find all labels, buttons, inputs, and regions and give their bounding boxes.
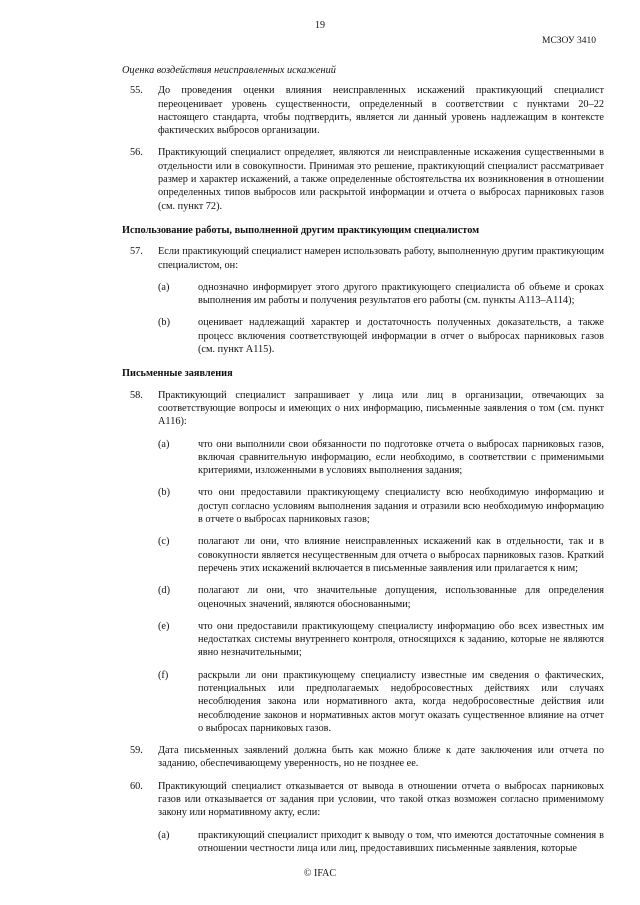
list-item-label: (a) — [158, 829, 170, 841]
paragraph-text: Дата письменных заявлений должна быть как можно ближе к дате заключения или отчета по заданию, обеспечивающему уверенность, но не позднее ее. — [158, 745, 604, 770]
list-item-label: (b) — [158, 487, 171, 499]
list-item-label: (b) — [158, 317, 171, 329]
paragraph-text: До проведения оценки влияния неисправленных искажений практикующий специалист переоценивает уровень существенности, определенный в соответствии с пунктами 20–22 настоящего стандарта, чтобы подтвердить, является ли данный уровень надлежащим в контексте фактических выбросов организации. — [158, 85, 604, 137]
list-item — [122, 584, 604, 611]
paragraph-number: 58. — [130, 389, 143, 401]
paragraph-number: 57. — [130, 246, 143, 258]
list-item — [122, 281, 604, 308]
section-heading: Использование работы, выполненной другим практикующим специалистом — [122, 224, 480, 236]
document-code: МСЗОУ 3410 — [542, 36, 596, 46]
list-item-label: (d) — [158, 585, 171, 597]
list-item-label: (a) — [158, 438, 170, 450]
document-body — [122, 64, 604, 864]
paragraph — [122, 780, 604, 820]
paragraph-number: 59. — [130, 745, 143, 757]
page-number: 19 — [315, 20, 325, 31]
list-item-text: практикующий специалист приходит к выводу о том, что имеются достаточные сомнения в отношении честности лица или лиц, предоставивших письменные заявления, которые — [198, 829, 604, 854]
list-item-text: что они выполнили свои обязанности по подготовке отчета о выбросах парниковых газов, включая сравнительную информацию, если необходимо, в соответствии с применимыми критериями, изложенными в условиях выполнения задания; — [198, 438, 604, 477]
paragraph — [122, 389, 604, 429]
list-item-label: (e) — [158, 620, 170, 632]
list-item — [122, 620, 604, 660]
list-item — [122, 316, 604, 356]
paragraph — [122, 245, 604, 272]
list-item-label: (a) — [158, 281, 170, 293]
paragraph-text: Практикующий специалист отказывается от вывода в отношении отчета о выбросах парниковых газов или отказывается от задания при условии, что такой отказ возможен согласно применимому закону или нормативному акту, если: — [158, 780, 604, 819]
sub-heading: Оценка воздействия неисправленных искажений — [122, 65, 336, 76]
list-item — [122, 829, 604, 856]
list-item — [122, 486, 604, 526]
paragraph-number: 55. — [130, 85, 143, 97]
list-item — [122, 669, 604, 735]
list-item-label: (f) — [158, 669, 169, 681]
list-item-text: что они предоставили практикующему специалисту всю необходимую информацию и доступ согласно условиям выполнения задания и отразили всю необходимую информацию в отчете о выбросах парниковых газов; — [198, 487, 604, 526]
list-item-text: раскрыли ли они практикующему специалисту известные им сведения о фактических, потенциальных или предполагаемых недобросовестных действиях или случаях несоблюдения закона или нормативного акта, когда недобросовестные действия или несоблюдение законов и нормативных актов могут оказать существенное влияние на отчет о выбросах парниковых газов. — [198, 669, 604, 734]
list-item-label: (c) — [158, 536, 170, 548]
paragraph — [122, 146, 604, 212]
list-item — [122, 535, 604, 575]
list-item-text: однозначно информирует этого другого практикующего специалиста об объеме и сроках выполнения им работы и получения результатов его работы (см. пункты А113–А114); — [198, 281, 604, 307]
paragraph — [122, 744, 604, 771]
paragraph-text: Практикующий специалист запрашивает у лица или лиц в организации, отвечающих за соответствующие вопросы и имеющих о них информацию, письменные заявления о том (см. пункт А116): — [158, 389, 604, 428]
paragraph-text: Если практикующий специалист намерен использовать работу, выполненную другим практикующим специалистом, он: — [158, 246, 604, 271]
list-item-text: что они предоставили практикующему специалисту информацию обо всех известных им недостатках системы внутреннего контроля, относящихся к заданию, которые не являются явно незначительными; — [198, 620, 604, 659]
paragraph-text: Практикующий специалист определяет, являются ли неисправленные искажения существенными в отдельности или в совокупности. Принимая это решение, практикующий специалист рассматривает размер и характер искажений, а также определенные обстоятельства их возникновения в отношении определенных типов выбросов или раскрытой информации и отчета о выбросах парниковых газов (см. пункт 72). — [158, 147, 604, 212]
paragraph-number: 56. — [130, 147, 143, 159]
list-item-text: полагают ли они, что влияние неисправленных искажений как в отдельности, так и в совокупности является несущественным для отчета о выбросах парниковых газов. Краткий перечень этих искажений включается в письменные заявления или прилагается к ним; — [198, 536, 604, 574]
footer-copyright: © IFAC — [303, 868, 337, 879]
list-item — [122, 438, 604, 478]
section-heading: Письменные заявления — [122, 368, 233, 380]
paragraph — [122, 84, 604, 137]
list-item-text: полагают ли они, что значительные допущения, использованные для определения оценочных значений, являются обоснованными; — [198, 585, 604, 610]
paragraph-number: 60. — [130, 780, 143, 792]
list-item-text: оценивает надлежащий характер и достаточность полученных доказательств, а также процесс включения соответствующей информации в отчет о выбросах парниковых газов (см. пункт А115). — [198, 317, 604, 356]
